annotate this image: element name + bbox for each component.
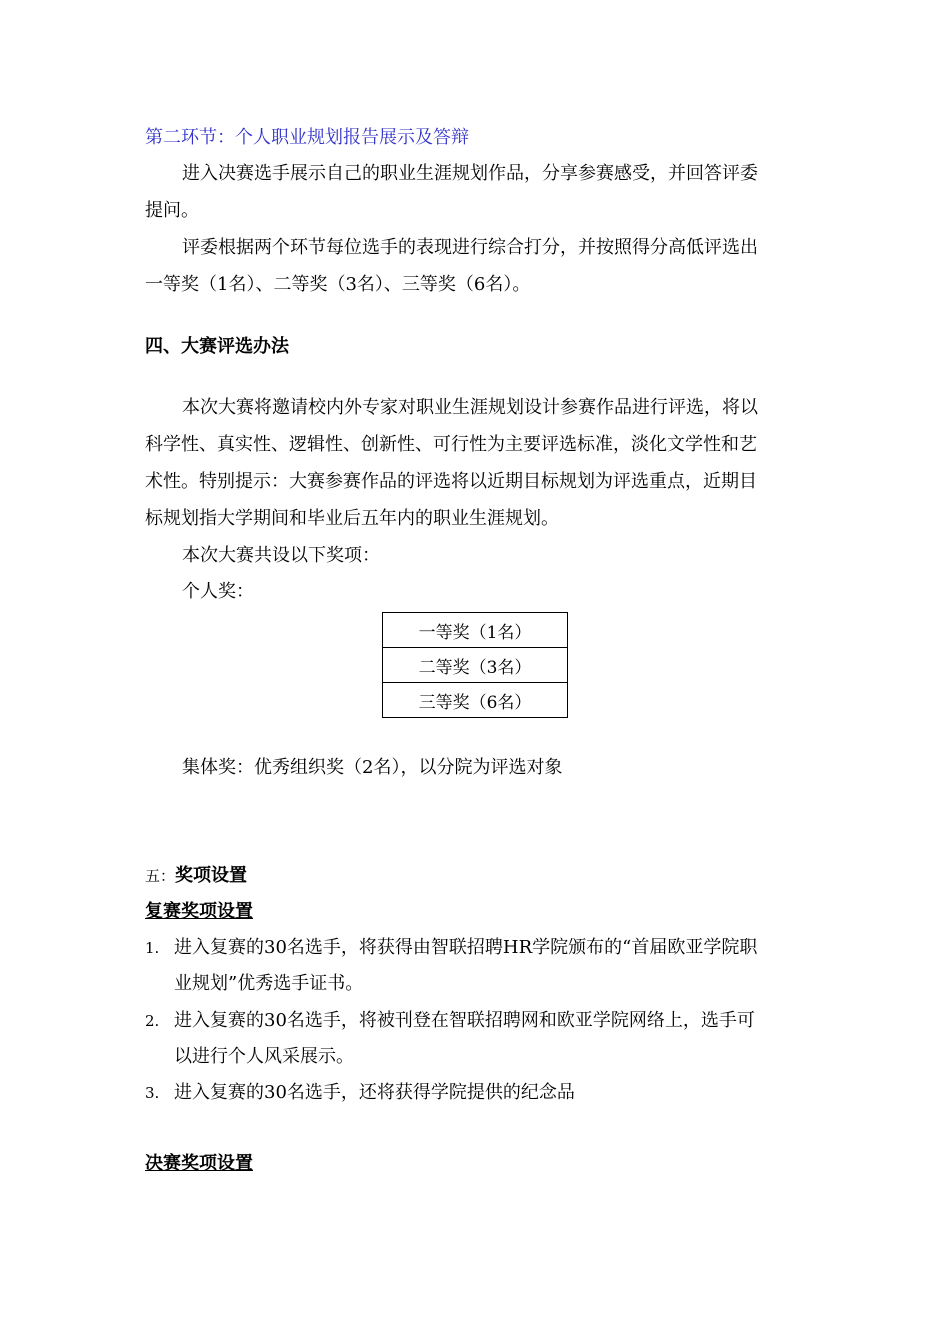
individual-awards-table xyxy=(382,612,568,718)
paragraph-line: 术性。特别提示：大赛参赛作品的评选将以近期目标规划为评选重点，近期目 xyxy=(145,471,757,492)
list-item-line: 进入复赛的30名选手，还将获得学院提供的纪念品 xyxy=(174,1082,575,1103)
table-row xyxy=(383,613,568,648)
paragraph-line: 科学性、真实性、逻辑性、创新性、可行性为主要评选标准，淡化文学性和艺 xyxy=(145,434,757,455)
list-number: 3. xyxy=(145,1084,160,1102)
list-item-line: 业规划”优秀选手证书。 xyxy=(174,973,364,994)
section5-heading-text: 奖项设置 xyxy=(175,865,248,886)
individual-awards-label: 个人奖： xyxy=(182,581,254,602)
semifinal-awards-heading: 复赛奖项设置 xyxy=(145,901,253,922)
list-number: 2. xyxy=(145,1012,160,1030)
table-cell: 二等奖（3名） xyxy=(383,648,568,683)
list-item-line: 以进行个人风采展示。 xyxy=(174,1046,354,1067)
table-cell: 三等奖（6名） xyxy=(383,683,568,718)
list-item-line: 进入复赛的30名选手，将被刊登在智联招聘网和欧亚学院网络上，选手可 xyxy=(174,1010,755,1031)
table-row xyxy=(383,683,568,718)
paragraph-line: 进入决赛选手展示自己的职业生涯规划作品，分享参赛感受，并回答评委 xyxy=(182,163,758,184)
section5-heading xyxy=(145,864,247,888)
table-cell: 一等奖（1名） xyxy=(383,613,568,648)
paragraph-line: 一等奖（1名）、二等奖（3名）、三等奖（6名）。 xyxy=(145,274,531,295)
paragraph-line: 本次大赛将邀请校内外专家对职业生涯规划设计参赛作品进行评选，将以 xyxy=(182,397,758,418)
section4-heading: 四、大赛评选办法 xyxy=(145,336,289,357)
paragraph-line: 提问。 xyxy=(145,200,199,221)
list-number: 1. xyxy=(145,939,160,957)
list-item-line: 进入复赛的30名选手，将获得由智联招聘HR学院颁布的“首届欧亚学院职 xyxy=(174,937,758,958)
section2-heading: 第二环节：个人职业规划报告展示及答辩 xyxy=(145,127,469,148)
awards-intro: 本次大赛共设以下奖项： xyxy=(182,545,380,566)
table-row xyxy=(383,648,568,683)
group-award: 集体奖：优秀组织奖（2名），以分院为评选对象 xyxy=(182,757,563,778)
paragraph-line: 评委根据两个环节每位选手的表现进行综合打分，并按照得分高低评选出 xyxy=(182,237,758,258)
paragraph-line: 标规划指大学期间和毕业后五年内的职业生涯规划。 xyxy=(145,508,559,529)
final-awards-heading: 决赛奖项设置 xyxy=(145,1153,253,1174)
section5-heading-prefix: 五： xyxy=(145,867,176,885)
